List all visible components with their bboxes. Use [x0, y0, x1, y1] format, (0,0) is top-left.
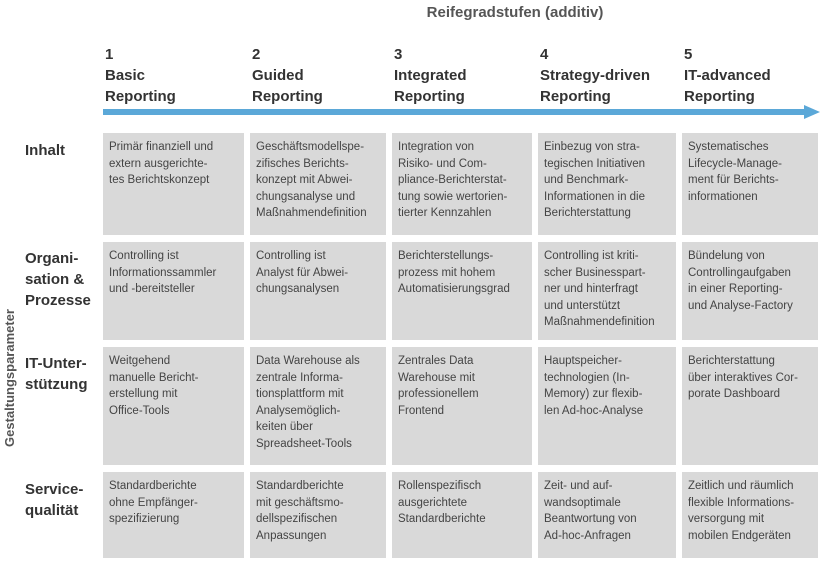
- row-label: Service- qualität: [25, 481, 84, 519]
- matrix-cell: Controlling ist Analyst für Abwei- chungsanalysen: [250, 242, 386, 340]
- stage-number: 4: [540, 46, 549, 63]
- diagram-title: Reifegradstufen (additiv): [426, 4, 604, 21]
- matrix-cell: Rollenspezifisch ausgerichtete Standardberichte: [392, 472, 532, 558]
- stage-header: [394, 44, 467, 107]
- matrix-cell: Berichterstattung über interaktives Cor- porate Dashboard: [682, 347, 818, 465]
- stage-number: 5: [684, 46, 693, 63]
- matrix-cell: Zeit- und auf- wandsoptimale Beantwortung von Ad-hoc-Anfragen: [538, 472, 676, 558]
- row-label: Inhalt: [25, 142, 65, 159]
- matrix-cell: Integration von Risiko- und Com- pliance-Berichterstat- tung sowie wertorien- tierter Kennzahlen: [392, 133, 532, 235]
- matrix-cell: Zentrales Data Warehouse mit professionellem Frontend: [392, 347, 532, 465]
- matrix-cell: Systematisches Lifecycle-Manage- ment für Berichts- informationen: [682, 133, 818, 235]
- matrix-cell: Berichterstellungs- prozess mit hohem Automatisierungsgrad: [392, 242, 532, 340]
- stage-header: [684, 44, 771, 107]
- stage-number: 3: [394, 46, 403, 63]
- matrix-cell: Hauptspeicher- technologien (In- Memory) zur flexib- len Ad-hoc-Analyse: [538, 347, 676, 465]
- matrix-cell: Controlling ist kriti- scher Businesspart- ner und hinterfragt und unterstützt Maßnahmendefinition: [538, 242, 676, 340]
- row-label: Organi- sation & Prozesse: [25, 250, 91, 309]
- stage-label: Integrated Reporting: [394, 67, 467, 105]
- stage-header: [540, 44, 650, 107]
- matrix-cell: Einbezug von stra- tegischen Initiativen und Benchmark- Informationen in die Berichterstattung: [538, 133, 676, 235]
- stage-number: 2: [252, 46, 261, 63]
- stage-number: 1: [105, 46, 114, 63]
- stage-label: Strategy-driven Reporting: [540, 67, 651, 105]
- side-axis-label: Gestaltungsparameter: [2, 309, 17, 447]
- matrix-cell: Zeitlich und räumlich flexible Informations- versorgung mit mobilen Endgeräten: [682, 472, 818, 558]
- matrix-cell: Geschäftsmodellspe- zifisches Berichts- konzept mit Abwei- chungsanalyse und Maßnahmendefinition: [250, 133, 386, 235]
- matrix-cell: Primär finanziell und extern ausgerichte- tes Berichtskonzept: [103, 133, 244, 235]
- maturity-arrow: [103, 105, 820, 119]
- stage-header: [105, 44, 176, 107]
- stage-label: IT-advanced Reporting: [684, 67, 771, 105]
- matrix-cell: Bündelung von Controllingaufgaben in einer Reporting- und Analyse-Factory: [682, 242, 818, 340]
- matrix-cell: Controlling ist Informationssammler und -bereitsteller: [103, 242, 244, 340]
- matrix-cell: Data Warehouse als zentrale Informa- tionsplattform mit Analysemöglich- keiten über Spreadsheet-Tools: [250, 347, 386, 465]
- stage-label: Basic Reporting: [105, 67, 176, 105]
- stage-header: [252, 44, 323, 107]
- stage-label: Guided Reporting: [252, 67, 323, 105]
- matrix-cell: Standardberichte mit geschäftsmo- dellspezifischen Anpassungen: [250, 472, 386, 558]
- row-label: IT-Unter- stützung: [25, 355, 88, 393]
- matrix-cell: Standardberichte ohne Empfänger- spezifizierung: [103, 472, 244, 558]
- matrix-cell: Weitgehend manuelle Bericht- erstellung mit Office-Tools: [103, 347, 244, 465]
